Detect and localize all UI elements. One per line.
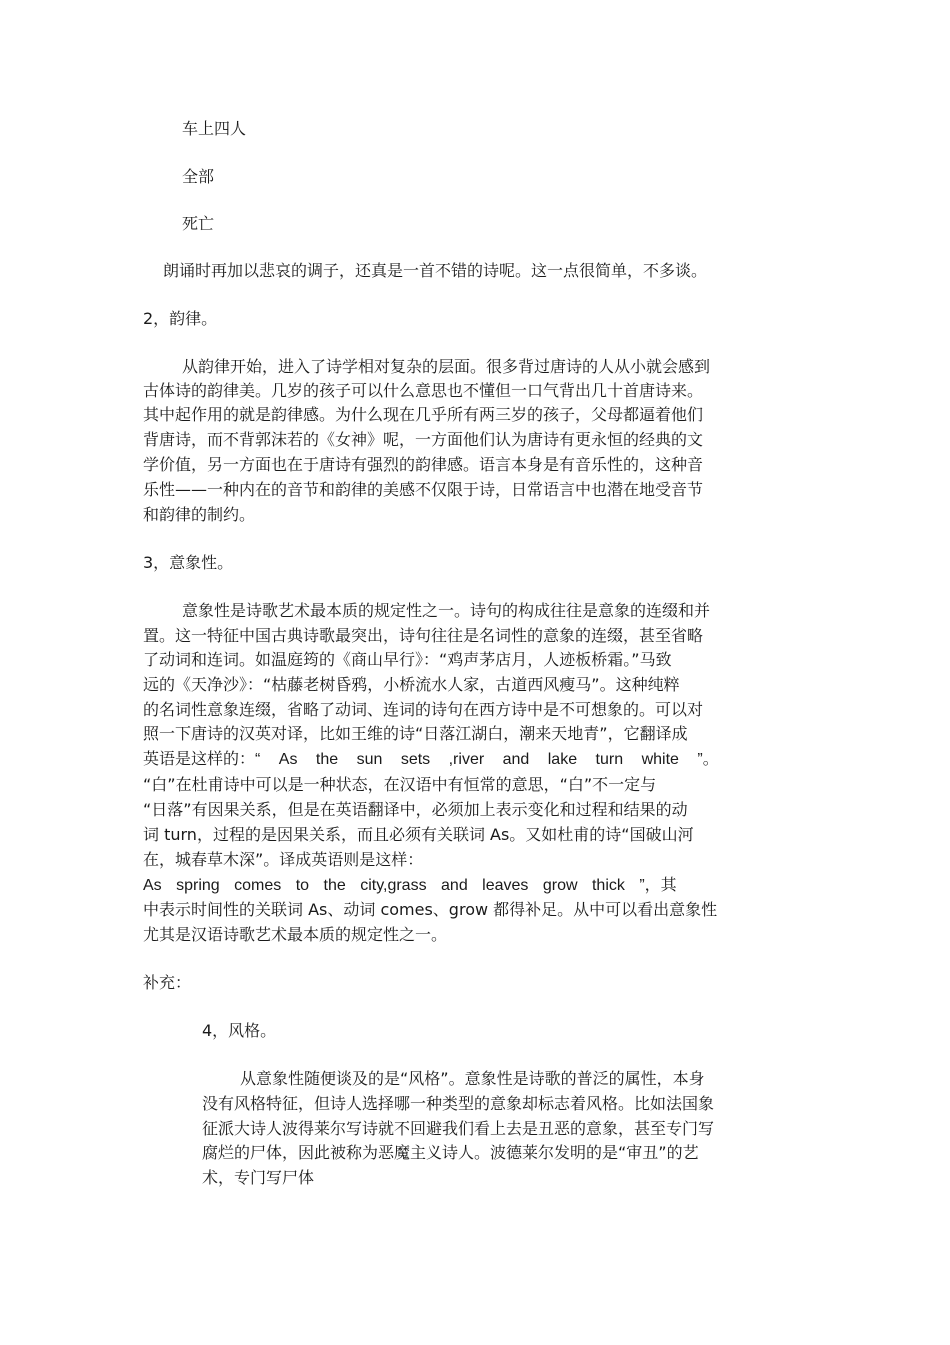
paragraph-line: 学价值，另一方面也在于唐诗有强烈的韵律感。语言本身是有音乐性的，这种音	[143, 455, 704, 474]
paragraph-line: As spring comes to the city,grass and leaves grow thick ”，其	[143, 877, 677, 894]
section-heading-style: 4，风格。	[202, 1021, 277, 1040]
paragraph-line: 置。这一特征中国古典诗歌最突出，诗句往往是名词性的意象的连缀，甚至省略	[143, 626, 704, 645]
paragraph-line: 远的《天净沙》：“枯藤老树昏鸦，小桥流水人家，古道西风瘦马”。这种纯粹	[143, 675, 680, 694]
paragraph-line: 乐性——一种内在的音节和韵律的美感不仅限于诗，日常语言中也潜在地受音节	[143, 480, 704, 499]
paragraph-line: 的名词性意象连缀，省略了动词、连词的诗句在西方诗中是不可想象的。可以对	[143, 700, 704, 719]
poem-line: 全部	[182, 167, 215, 186]
paragraph-line: 背唐诗，而不背郭沫若的《女神》呢，一方面他们认为唐诗有更永恒的经典的文	[143, 430, 704, 449]
paragraph-line: “白”在杜甫诗中可以是一种状态，在汉语中有恒常的意思，“白”不一定与	[143, 775, 657, 794]
closing-remark: 朗诵时再加以悲哀的调子，还真是一首不错的诗呢。这一点很简单，不多谈。	[163, 261, 708, 280]
paragraph-line: 和韵律的制约。	[143, 505, 256, 524]
paragraph-line: 其中起作用的就是韵律感。为什么现在几乎所有两三岁的孩子，父母都逼着他们	[143, 405, 704, 424]
paragraph-line: 在，城春草木深”。译成英语则是这样：	[143, 850, 424, 869]
paragraph-line: 意象性是诗歌艺术最本质的规定性之一。诗句的构成往往是意象的连缀和并	[182, 601, 711, 620]
section-heading-rhythm: 2，韵律。	[143, 309, 218, 328]
paragraph-line: 古体诗的韵律美。几岁的孩子可以什么意思也不懂但一口气背出几十首唐诗来。	[143, 381, 704, 400]
paragraph-line: 了动词和连词。如温庭筠的《商山早行》：“鸡声茅店月，人迹板桥霜。”马致	[143, 650, 672, 669]
paragraph-line: 从韵律开始，进入了诗学相对复杂的层面。很多背过唐诗的人从小就会感到	[182, 357, 711, 376]
poem-line: 车上四人	[182, 119, 247, 138]
poem-line: 死亡	[182, 214, 215, 233]
paragraph-line: 照一下唐诗的汉英对译，比如王维的诗“日落江湖白，潮来天地青”，它翻译成	[143, 724, 688, 743]
supplement-label: 补充：	[143, 973, 192, 992]
paragraph-line: 中表示时间性的关联词 As、动词 comes、grow 都得补足。从中可以看出意象性	[143, 900, 718, 919]
paragraph-line: 术，专门写尸体	[202, 1168, 315, 1187]
section-heading-imagery: 3，意象性。	[143, 553, 234, 572]
paragraph-line: “日落”有因果关系，但是在英语翻译中，必须加上表示变化和过程和结果的动	[143, 800, 688, 819]
paragraph-line: 尤其是汉语诗歌艺术最本质的规定性之一。	[143, 925, 448, 944]
paragraph-line: 征派大诗人波得莱尔写诗就不回避我们看上去是丑恶的意象，甚至专门写	[202, 1119, 715, 1138]
paragraph-line: 从意象性随便谈及的是“风格”。意象性是诗歌的普泛的属性，本身	[240, 1069, 705, 1088]
paragraph-line: 英语是这样的：“ As the sun sets ,river and lake turn white ”。	[143, 751, 719, 768]
paragraph-line: 腐烂的尸体，因此被称为恶魔主义诗人。波德莱尔发明的是“审丑”的艺	[202, 1143, 699, 1162]
paragraph-line: 没有风格特征，但诗人选择哪一种类型的意象却标志着风格。比如法国象	[202, 1094, 715, 1113]
paragraph-line: 词 turn，过程的是因果关系，而且必须有关联词 As。又如杜甫的诗“国破山河	[143, 825, 694, 844]
